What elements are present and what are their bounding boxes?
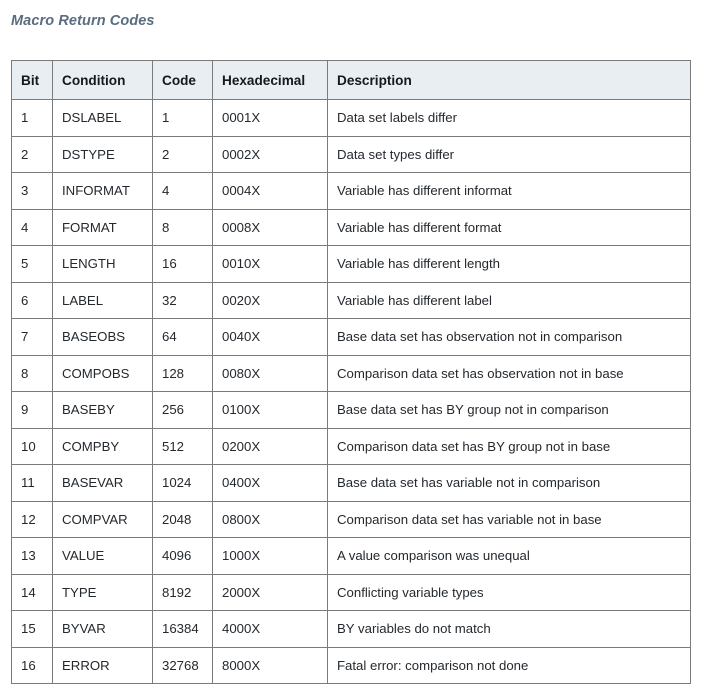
column-header-condition: Condition (53, 61, 153, 100)
cell-bit: 5 (12, 246, 53, 283)
table-row (12, 392, 691, 429)
cell-description: Variable has different informat (328, 173, 691, 210)
cell-condition: COMPOBS (53, 355, 153, 392)
table-row (12, 319, 691, 356)
cell-description: A value comparison was unequal (328, 538, 691, 575)
cell-description: BY variables do not match (328, 611, 691, 648)
cell-description: Variable has different label (328, 282, 691, 319)
cell-hexadecimal: 0008X (213, 209, 328, 246)
cell-condition: BYVAR (53, 611, 153, 648)
table-body (12, 100, 691, 684)
cell-hexadecimal: 0800X (213, 501, 328, 538)
cell-condition: LENGTH (53, 246, 153, 283)
cell-hexadecimal: 0020X (213, 282, 328, 319)
cell-description: Conflicting variable types (328, 574, 691, 611)
cell-description: Base data set has BY group not in comparison (328, 392, 691, 429)
page-title: Macro Return Codes (11, 13, 155, 29)
cell-code: 1 (153, 100, 213, 137)
cell-hexadecimal: 2000X (213, 574, 328, 611)
cell-hexadecimal: 0040X (213, 319, 328, 356)
table-row (12, 136, 691, 173)
table-row (12, 246, 691, 283)
cell-hexadecimal: 8000X (213, 647, 328, 684)
cell-condition: BASEBY (53, 392, 153, 429)
table-row (12, 501, 691, 538)
table-row (12, 538, 691, 575)
cell-description: Comparison data set has observation not in base (328, 355, 691, 392)
cell-code: 64 (153, 319, 213, 356)
cell-description: Comparison data set has variable not in base (328, 501, 691, 538)
column-header-description: Description (328, 61, 691, 100)
cell-code: 2 (153, 136, 213, 173)
macro-return-codes-table-container (11, 60, 690, 684)
column-header-hexadecimal: Hexadecimal (213, 61, 328, 100)
cell-description: Base data set has variable not in comparison (328, 465, 691, 502)
cell-description: Base data set has observation not in comparison (328, 319, 691, 356)
cell-condition: COMPBY (53, 428, 153, 465)
table-row (12, 647, 691, 684)
cell-bit: 14 (12, 574, 53, 611)
cell-code: 8 (153, 209, 213, 246)
cell-code: 1024 (153, 465, 213, 502)
macro-return-codes-table (11, 60, 691, 684)
cell-bit: 6 (12, 282, 53, 319)
cell-hexadecimal: 0400X (213, 465, 328, 502)
cell-hexadecimal: 0004X (213, 173, 328, 210)
cell-condition: LABEL (53, 282, 153, 319)
cell-hexadecimal: 0001X (213, 100, 328, 137)
cell-bit: 11 (12, 465, 53, 502)
cell-description: Variable has different length (328, 246, 691, 283)
cell-hexadecimal: 1000X (213, 538, 328, 575)
cell-bit: 10 (12, 428, 53, 465)
cell-code: 512 (153, 428, 213, 465)
cell-condition: FORMAT (53, 209, 153, 246)
cell-condition: VALUE (53, 538, 153, 575)
table-row (12, 611, 691, 648)
cell-condition: BASEOBS (53, 319, 153, 356)
cell-condition: COMPVAR (53, 501, 153, 538)
cell-code: 2048 (153, 501, 213, 538)
cell-bit: 12 (12, 501, 53, 538)
cell-condition: DSLABEL (53, 100, 153, 137)
cell-description: Data set types differ (328, 136, 691, 173)
table-row (12, 100, 691, 137)
table-row (12, 574, 691, 611)
table-row (12, 282, 691, 319)
cell-hexadecimal: 0010X (213, 246, 328, 283)
cell-code: 16384 (153, 611, 213, 648)
cell-code: 32 (153, 282, 213, 319)
cell-bit: 1 (12, 100, 53, 137)
cell-bit: 4 (12, 209, 53, 246)
cell-condition: TYPE (53, 574, 153, 611)
table-row (12, 209, 691, 246)
cell-code: 4 (153, 173, 213, 210)
column-header-code: Code (153, 61, 213, 100)
cell-code: 128 (153, 355, 213, 392)
cell-hexadecimal: 4000X (213, 611, 328, 648)
cell-description: Data set labels differ (328, 100, 691, 137)
cell-condition: BASEVAR (53, 465, 153, 502)
cell-condition: DSTYPE (53, 136, 153, 173)
table-row (12, 355, 691, 392)
cell-code: 4096 (153, 538, 213, 575)
table-header-row (12, 61, 691, 100)
cell-bit: 16 (12, 647, 53, 684)
cell-description: Variable has different format (328, 209, 691, 246)
cell-hexadecimal: 0200X (213, 428, 328, 465)
cell-code: 8192 (153, 574, 213, 611)
cell-bit: 2 (12, 136, 53, 173)
cell-bit: 9 (12, 392, 53, 429)
cell-hexadecimal: 0080X (213, 355, 328, 392)
cell-bit: 15 (12, 611, 53, 648)
cell-hexadecimal: 0002X (213, 136, 328, 173)
table-row (12, 428, 691, 465)
cell-description: Comparison data set has BY group not in base (328, 428, 691, 465)
table-row (12, 465, 691, 502)
cell-description: Fatal error: comparison not done (328, 647, 691, 684)
cell-code: 16 (153, 246, 213, 283)
cell-bit: 7 (12, 319, 53, 356)
cell-bit: 3 (12, 173, 53, 210)
cell-bit: 8 (12, 355, 53, 392)
cell-hexadecimal: 0100X (213, 392, 328, 429)
table-header (12, 61, 691, 100)
cell-bit: 13 (12, 538, 53, 575)
cell-code: 32768 (153, 647, 213, 684)
column-header-bit: Bit (12, 61, 53, 100)
cell-condition: INFORMAT (53, 173, 153, 210)
cell-code: 256 (153, 392, 213, 429)
table-row (12, 173, 691, 210)
cell-condition: ERROR (53, 647, 153, 684)
